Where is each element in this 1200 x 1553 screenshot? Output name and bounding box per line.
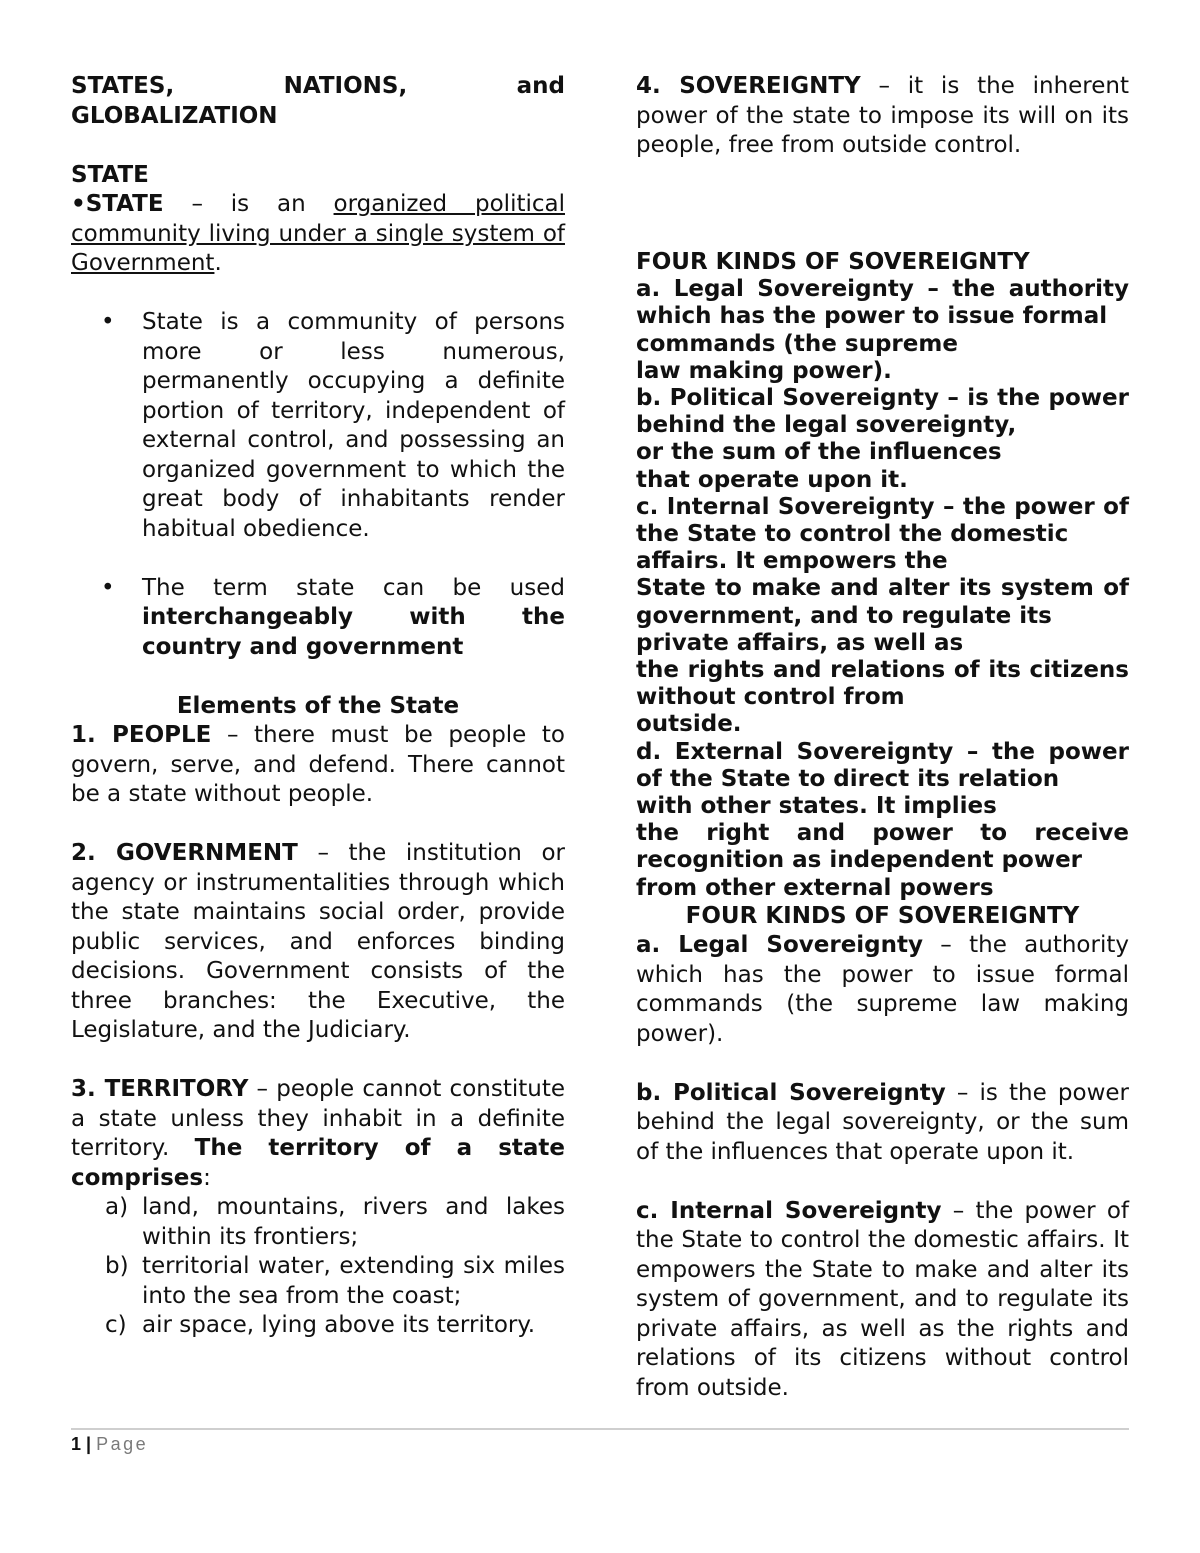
territory-item-text: air space, lying above its territory. bbox=[142, 1312, 536, 1338]
kinds-c-line4: private affairs, as well as bbox=[636, 629, 964, 656]
kind-political-label: b. Political Sovereignty bbox=[636, 1079, 946, 1106]
elements-heading: Elements of the State bbox=[176, 692, 460, 719]
kind-internal bbox=[636, 1197, 1129, 1404]
kinds-a-line3: law making power). bbox=[636, 357, 892, 384]
bullet-community-text: State is a community of persons more or less numerous, permanently occupying a definite portion of territory, independent of external control, and possessing an organized government to which the great body of inhabitants render habitual obedience. bbox=[142, 309, 565, 542]
kind-internal-text: – the power of the State to control the domestic affairs. It empowers the State to make and alter its system of government, and to regulate its private affairs, as well as the rights and relations of its citizens without control from outside. bbox=[636, 1197, 1129, 1401]
kinds-d-line2: with other states. It implies bbox=[636, 793, 997, 820]
left-column bbox=[71, 72, 565, 1341]
title-word-and: and bbox=[516, 73, 565, 99]
government-text: – the institution or agency or instrumentalities through which the state maintains social order, provide public services, and enforces binding decisions. Government consists of the three branches: the Executive, the Legislature, and the Judiciary. bbox=[71, 840, 566, 1043]
kinds-summary-heading: FOUR KINDS OF SOVEREIGNTY bbox=[636, 249, 1030, 275]
kinds-b-line1: b. Political Sovereignty – is the power behind the legal sovereignty, bbox=[636, 385, 1129, 439]
element-people bbox=[71, 721, 565, 810]
kinds-b-line3: that operate upon it. bbox=[636, 466, 908, 493]
territory-item-text: territorial water, extending six miles into the sea from the coast; bbox=[142, 1253, 565, 1309]
doc-title-line2: GLOBALIZATION bbox=[71, 102, 278, 129]
kinds-heading: FOUR KINDS OF SOVEREIGNTY bbox=[685, 902, 1080, 929]
kinds-d-line4: from other external powers bbox=[636, 874, 994, 901]
kind-political bbox=[636, 1079, 1129, 1168]
kinds-c-line6: outside. bbox=[636, 711, 742, 738]
sovereignty-text: – it is the inherent power of the state to impose its will on its people, free from outside control. bbox=[636, 73, 1129, 158]
people-label: 1. PEOPLE bbox=[71, 722, 212, 748]
element-sovereignty bbox=[636, 72, 1129, 161]
people-text: – there must be people to govern, serve, and defend. There cannot be a state without people. bbox=[71, 722, 566, 807]
element-territory bbox=[71, 1075, 565, 1193]
territory-item-c bbox=[71, 1311, 565, 1341]
element-government bbox=[71, 839, 565, 1046]
kinds-b-line2: or the sum of the influences bbox=[636, 439, 1002, 466]
bullet-community bbox=[71, 308, 565, 544]
kinds-summary-block bbox=[636, 249, 1129, 902]
government-label: 2. GOVERNMENT bbox=[71, 840, 298, 866]
territory-text: – people cannot constitute a state unless they inhabit in a definite territory. bbox=[71, 1076, 565, 1161]
territory-item-label: a) bbox=[105, 1194, 129, 1220]
territory-item-text: land, mountains, rivers and lakes within its frontiers; bbox=[142, 1194, 565, 1250]
kinds-a-line2: commands (the supreme bbox=[636, 330, 958, 357]
page-label: Page bbox=[96, 1434, 149, 1454]
sovereignty-label: 4. SOVEREIGNTY bbox=[636, 73, 861, 99]
territory-item-label: c) bbox=[105, 1312, 127, 1338]
doc-title-line1 bbox=[71, 72, 565, 102]
kinds-c-line2: affairs. It empowers the bbox=[636, 548, 948, 575]
state-def-underlined: organized political community living under a single system of Government bbox=[71, 191, 565, 276]
territory-colon: : bbox=[203, 1164, 211, 1191]
page-number: 1 bbox=[71, 1434, 82, 1454]
kind-legal bbox=[636, 931, 1129, 1049]
bullet-dot-icon: • bbox=[101, 309, 115, 335]
bullet-term bbox=[71, 574, 565, 663]
state-def-end: . bbox=[214, 250, 222, 276]
page-separator: | bbox=[81, 1434, 97, 1454]
kinds-c-line5: the rights and relations of its citizens without control from bbox=[636, 657, 1129, 711]
kinds-c-line3: State to make and alter its system of government, and to regulate its bbox=[636, 575, 1129, 629]
page-footer bbox=[71, 1434, 148, 1455]
state-marker: •STATE bbox=[71, 191, 164, 217]
territory-bold: The territory of a state comprises bbox=[71, 1135, 565, 1191]
territory-item-label: b) bbox=[105, 1253, 129, 1279]
kind-internal-label: c. Internal Sovereignty bbox=[636, 1197, 942, 1224]
kinds-d-line1: d. External Sovereignty – the power of the State to direct its relation bbox=[636, 738, 1129, 792]
territory-item-b bbox=[71, 1252, 565, 1311]
bullet-dot-icon: • bbox=[101, 574, 115, 601]
footer-divider bbox=[71, 1428, 1129, 1430]
territory-label: 3. TERRITORY bbox=[71, 1076, 249, 1102]
kind-political-text: – is the power behind the legal sovereignty, or the sum of the influences that operate upon it. bbox=[636, 1079, 1129, 1165]
bullet-term-bold: interchangeably with the country and government bbox=[142, 604, 565, 660]
state-heading: STATE bbox=[71, 161, 149, 188]
kinds-a-line1: a. Legal Sovereignty – the authority which has the power to issue formal bbox=[636, 276, 1129, 330]
title-word-nations: NATIONS, bbox=[283, 73, 408, 99]
kind-legal-text: – the authority which has the power to issue formal commands (the supreme law making power). bbox=[636, 932, 1129, 1047]
right-column bbox=[636, 72, 1129, 1403]
kinds-d-line3: the right and power to receive recognition as independent power bbox=[636, 820, 1129, 874]
state-definition bbox=[71, 190, 565, 279]
kinds-c-line1: c. Internal Sovereignty – the power of the State to control the domestic bbox=[636, 493, 1129, 548]
state-def-dash: – is an bbox=[163, 191, 334, 217]
territory-item-a bbox=[71, 1193, 565, 1252]
kind-legal-label: a. Legal Sovereignty bbox=[636, 932, 923, 959]
bullet-term-text: The term state can be used bbox=[142, 574, 565, 601]
title-word-states: STATES, bbox=[71, 73, 175, 99]
